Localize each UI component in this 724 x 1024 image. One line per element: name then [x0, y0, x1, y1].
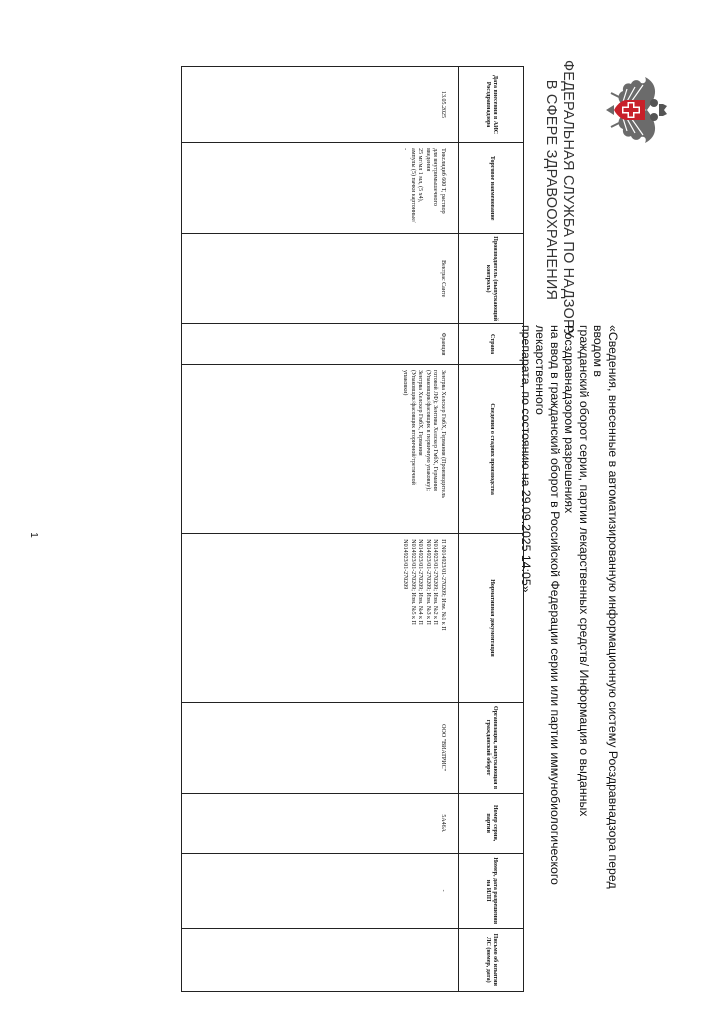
cell-docs [182, 534, 459, 702]
cell-line: готовой ЛФ); Зентива Хелскер ГмбХ, Германия [432, 369, 439, 491]
cell-line: N014923/01-270209; Изм. №4 к П [417, 539, 424, 625]
cell-line: - [402, 148, 409, 151]
cell-line: упаковки) [402, 369, 409, 396]
cell-date: 13.05.2025 [182, 67, 459, 143]
cell-line: N014923/01-270209; Изм. №3 к П [424, 539, 431, 625]
page-number: 1 [28, 532, 39, 538]
title-line: гражданский оборот серии, партии лекарственных средств/ Информация о выданных Росздравнадзором разрешениях [562, 325, 591, 817]
column-header-trade-name: Торговое наименование [459, 143, 524, 234]
column-header-withdrawal: Письмо об изъятии ЛС (номер, дата) [459, 928, 524, 991]
agency-name-line: В СФЕРЕ ЗДРАВООХРАНЕНИЯ [543, 79, 559, 301]
column-header-organization: Организация, выпускающая в гражданский оборот [459, 702, 524, 793]
cell-batch: 5А46А [182, 793, 459, 853]
agency-name-line: ФЕДЕРАЛЬНАЯ СЛУЖБА ПО НАДЗОРУ [560, 60, 576, 338]
cell-line: ампулы (5) пачки картонные/ [409, 148, 416, 223]
cell-trade-name [182, 143, 459, 234]
cell-country: Франция [182, 324, 459, 365]
title-line: на ввод в гражданский оборот в Российской Федерации серии или партии иммунобиологического лекарственного [533, 325, 562, 885]
cell-stages [182, 364, 459, 533]
column-header-manufacturer: Производитель (выпускающий контроль) [459, 234, 524, 324]
roszdravnadzor-eagle-emblem-icon [604, 75, 669, 145]
title-line: «Сведения, внесенные в автоматизированную информационную систему Росздравнадзора перед вводом в [591, 325, 620, 889]
cell-withdrawal [182, 928, 459, 991]
cell-manufacturer: Вектрас Санте [182, 234, 459, 324]
cell-line: Зентрва Хелскер ГмбХ, Германия (Производитель [440, 369, 446, 498]
cell-line: Тикслидиб 600 Т, раствор [440, 148, 446, 214]
title-line: препарата, по состоянию на 29.09.2025 14:05» [519, 325, 533, 593]
cell-line: Зентрва Хелскер ГмбХ, Германия [417, 369, 424, 456]
registry-table [181, 66, 524, 992]
cell-line: для внутримышечного введения [424, 148, 439, 206]
column-header-stages: Сведения о стадиях производства [459, 364, 524, 533]
column-header-docs: Нормативная документация [459, 534, 524, 702]
table-row [182, 67, 459, 992]
cell-line: N014923/01-270209; Изм. №5 к П [409, 539, 416, 625]
cell-permit: - [182, 853, 459, 928]
cell-line: (Упаковщик/фасовщик в первичную упаковку); [424, 369, 431, 491]
cell-line: (Упаковщик/фасовщик вторичной/третичной [409, 369, 416, 485]
column-header-permit: Номер, дата разрешения на ИЛП [459, 853, 524, 928]
cell-organization: ООО "ВИАТРИС" [182, 702, 459, 793]
cell-line: N014923/01-270209; Изм. №2 к П [432, 539, 439, 625]
agency-name [542, 60, 576, 338]
column-header-date: Дата внесения в АИС Росздравнадзора [459, 67, 524, 143]
table-header-row [459, 67, 524, 992]
document-title [519, 325, 621, 925]
column-header-batch: Номер серии, партии [459, 793, 524, 853]
cell-line: 25 мг/мл 1 мл, (5 x4), [417, 148, 424, 203]
cell-line: П N014923/01-270209; Изм. №1 к П [440, 539, 446, 631]
column-header-country: Страна [459, 324, 524, 365]
cell-line: N014923/01-270209 [402, 539, 409, 590]
